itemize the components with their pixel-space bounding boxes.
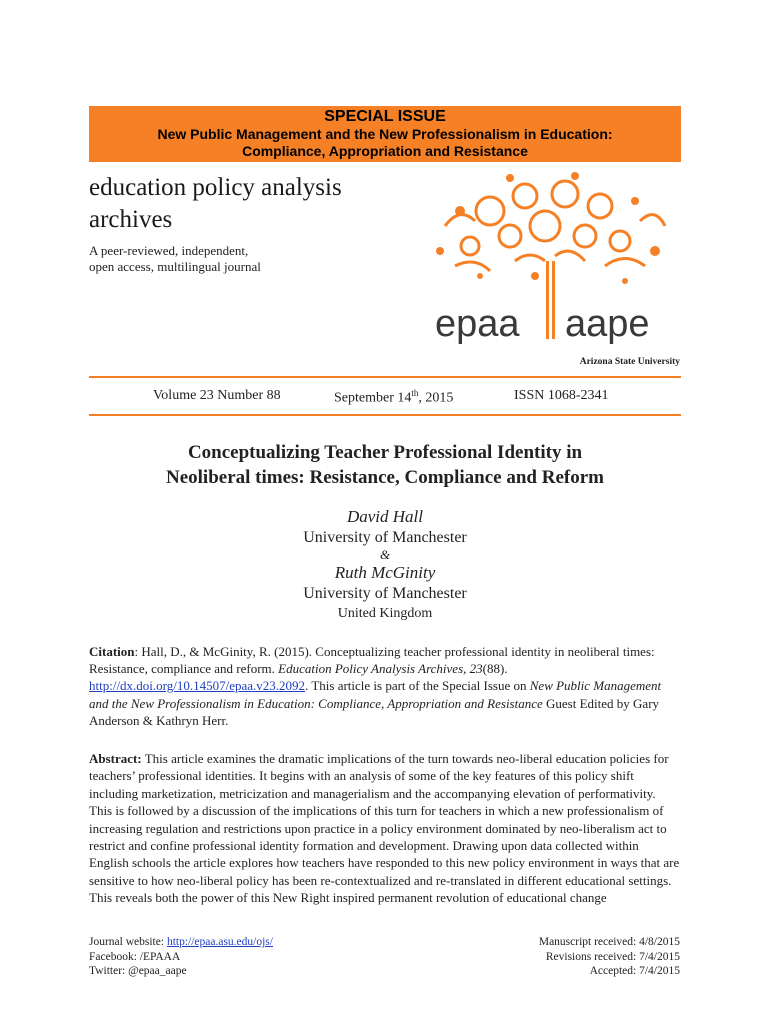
logo-epaa: epaa bbox=[435, 303, 520, 345]
divider-top bbox=[89, 376, 681, 378]
website-link[interactable]: http://epaa.asu.edu/ojs/ bbox=[166, 936, 273, 948]
author-1: David Hall bbox=[346, 507, 424, 526]
logo-aape: aape bbox=[565, 303, 650, 345]
footer-twitter: Twitter: @epaa_aape bbox=[89, 965, 187, 977]
issue-date: September 14th, 2015 bbox=[334, 388, 454, 406]
affiliation-1: University of Manchester bbox=[303, 529, 467, 546]
manuscript-received: Manuscript received: 4/8/2015 bbox=[538, 936, 680, 948]
issn: ISSN 1068-2341 bbox=[514, 388, 609, 403]
footer-facebook: Facebook: /EPAAA bbox=[89, 950, 181, 963]
abstract-paragraph bbox=[89, 750, 681, 907]
accepted-date: Accepted: 7/4/2015 bbox=[589, 965, 680, 977]
journal-tagline bbox=[89, 243, 261, 275]
doi-link[interactable]: http://dx.doi.org/10.14507/epaa.v23.2092 bbox=[89, 678, 306, 694]
volume-number: Volume 23 Number 88 bbox=[153, 388, 281, 403]
author-block bbox=[89, 506, 681, 624]
title-line-2: Neoliberal times: Resistance, Compliance and Reform bbox=[166, 467, 604, 488]
banner-heading: SPECIAL ISSUE bbox=[324, 108, 446, 125]
title-line-1: Conceptualizing Teacher Professional Identity in bbox=[187, 442, 583, 463]
special-issue-banner bbox=[89, 106, 681, 162]
tree-logo-icon bbox=[415, 166, 685, 356]
footer-dates bbox=[539, 935, 680, 979]
revisions-received: Revisions received: 7/4/2015 bbox=[545, 950, 680, 963]
footer-website: Journal website: http://epaa.asu.edu/ojs/ bbox=[89, 936, 273, 948]
journal-name bbox=[89, 172, 342, 236]
affiliation-2: University of Manchester bbox=[303, 585, 467, 602]
article-title bbox=[89, 440, 681, 490]
abstract-label: Abstract: bbox=[89, 751, 142, 766]
divider-bottom bbox=[89, 414, 681, 416]
citation-label: Citation bbox=[89, 644, 135, 659]
journal-name-line-1: education policy analysis bbox=[89, 174, 342, 201]
citation-paragraph: Citation: Hall, D., & McGinity, R. (2015). Conceptualizing teacher professional identity in neoliberal times: Resistance, compliance and reform. Education Policy Analysis Archives, 23(88). http://dx.doi.org/10.14507/epaa.v23.2092. This article is part of the Special Issue on New Public Management and the New Professionalism in Education: Compliance, Appropriation and Resistance Guest Edited by Gary Anderson & Kathryn Herr. bbox=[89, 644, 662, 728]
abstract-text: This article examines the dramatic implications of the turn towards neo-liberal education policies for teachers’ professional identities. It begins with an analysis of some of the key features of this policy shift including marketization, metricization and managerialism and the accompanying elevation of performativity. This is followed by a discussion of the implications of this turn for teachers in which a new professionalism of increasing regulation and restrictions upon practice in a policy environment dominated by neo-liberalism act to restrict and confine professional identity formation and development. Drawing upon data collected within English schools the article explores how teachers have responded to this new policy environment in ways that are sensitive to how neo-liberal policy has been re-contextualized and re-translated in different educational settings. This reveals both the power of this New Right inspired permanent revolution of educational change bbox=[89, 751, 680, 906]
university-name: Arizona State University bbox=[579, 357, 680, 367]
tagline-line-1: A peer-reviewed, independent, bbox=[89, 243, 249, 258]
banner-line-1: New Public Management and the New Professionalism in Education: bbox=[157, 126, 613, 142]
banner-line-2: Compliance, Appropriation and Resistance bbox=[242, 143, 528, 159]
author-country: United Kingdom bbox=[337, 606, 433, 621]
author-ampersand: & bbox=[379, 547, 391, 562]
journal-name-line-2: archives bbox=[89, 206, 173, 233]
footer-contacts bbox=[89, 935, 273, 979]
tagline-line-2: open access, multilingual journal bbox=[89, 259, 261, 274]
author-2: Ruth McGinity bbox=[334, 563, 436, 582]
